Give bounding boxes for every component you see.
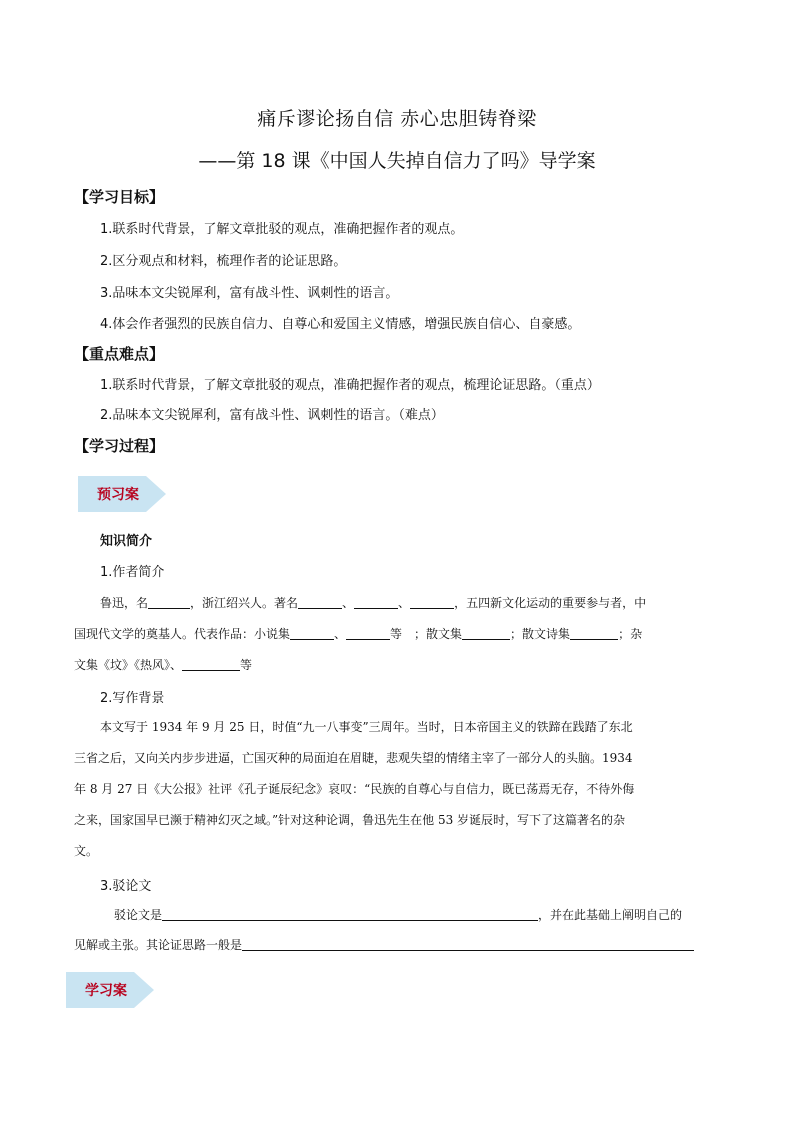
author-paragraph-line: 国现代文学的奠基人。代表作品：小说集 、 等 ；散文集 ；散文诗集 ；杂 (74, 627, 643, 641)
page-subtitle: ——第 18 课《中国人失掉自信力了吗》导学案 (198, 150, 596, 172)
fill-blank[interactable] (346, 627, 390, 640)
background-heading: 2.写作背景 (100, 691, 165, 706)
goal-item: 2.区分观点和材料，梳理作者的论证思路。 (100, 254, 347, 269)
preview-badge-label: 预习案 (97, 487, 139, 503)
preview-badge (78, 476, 168, 512)
background-line: 之来，国家国早已濒于精神幻灭之域。”针对这种论调，鲁迅先生在他 53 岁诞辰时，写下了这篇著名的杂 (74, 813, 626, 827)
fill-blank[interactable] (410, 596, 454, 609)
process-heading: 【学习过程】 (74, 437, 165, 455)
goals-heading: 【学习目标】 (74, 188, 165, 206)
argument-line: 见解或主张。其论证思路一般是 (74, 936, 722, 953)
fill-blank[interactable] (298, 596, 342, 609)
key-points-heading: 【重点难点】 (74, 345, 165, 363)
fill-blank[interactable] (354, 596, 398, 609)
study-badge-label: 学习案 (85, 983, 127, 999)
author-heading: 1.作者简介 (100, 565, 165, 580)
study-badge (66, 972, 156, 1008)
page-title: 痛斥谬论扬自信 赤心忠胆铸脊梁 (257, 108, 537, 130)
key-point-item: 2.品味本文尖锐犀利，富有战斗性、讽刺性的语言。（难点） (100, 408, 444, 423)
goal-item: 3.品味本文尖锐犀利，富有战斗性、讽刺性的语言。 (100, 286, 399, 301)
fill-blank[interactable] (570, 627, 618, 640)
fill-blank[interactable] (242, 938, 694, 951)
fill-blank[interactable] (182, 658, 240, 671)
argument-heading: 3.驳论文 (100, 879, 152, 894)
author-paragraph-line: 文集《坟》《热风》、 等 (74, 658, 253, 672)
author-paragraph-line: 鲁迅，名 ，浙江绍兴人。著名 、 、 ，五四新文化运动的重要参与者，中 (100, 596, 647, 610)
argument-line: 驳论文是 ，并在此基础上阐明自己的 (114, 908, 683, 922)
background-line: 本文写于 1934 年 9 月 25 日，时值“九一八事变”三周年。当时，日本帝国主义的铁蹄在践踏了东北 (100, 720, 633, 734)
background-line: 三省之后，又向关内步步进逼，亡国灭种的局面迫在眉睫，悲观失望的情绪主宰了一部分人的头脑。1934 (74, 751, 633, 765)
background-line: 年 8 月 27 日《大公报》社评《孔子诞辰纪念》哀叹：“民族的自尊心与自信力，既已荡焉无存，不待外侮 (74, 782, 635, 796)
key-point-item: 1.联系时代背景，了解文章批驳的观点，准确把握作者的观点，梳理论证思路。（重点） (100, 378, 600, 393)
fill-blank[interactable] (290, 627, 334, 640)
fill-blank[interactable] (148, 596, 190, 609)
background-line: 文。 (74, 844, 99, 858)
goal-item: 1.联系时代背景，了解文章批驳的观点，准确把握作者的观点。 (100, 222, 464, 237)
goal-item: 4.体会作者强烈的民族自信力、自尊心和爱国主义情感，增强民族自信心、自豪感。 (100, 317, 581, 332)
knowledge-heading: 知识简介 (100, 534, 153, 549)
fill-blank[interactable] (162, 908, 538, 921)
fill-blank[interactable] (462, 627, 510, 640)
